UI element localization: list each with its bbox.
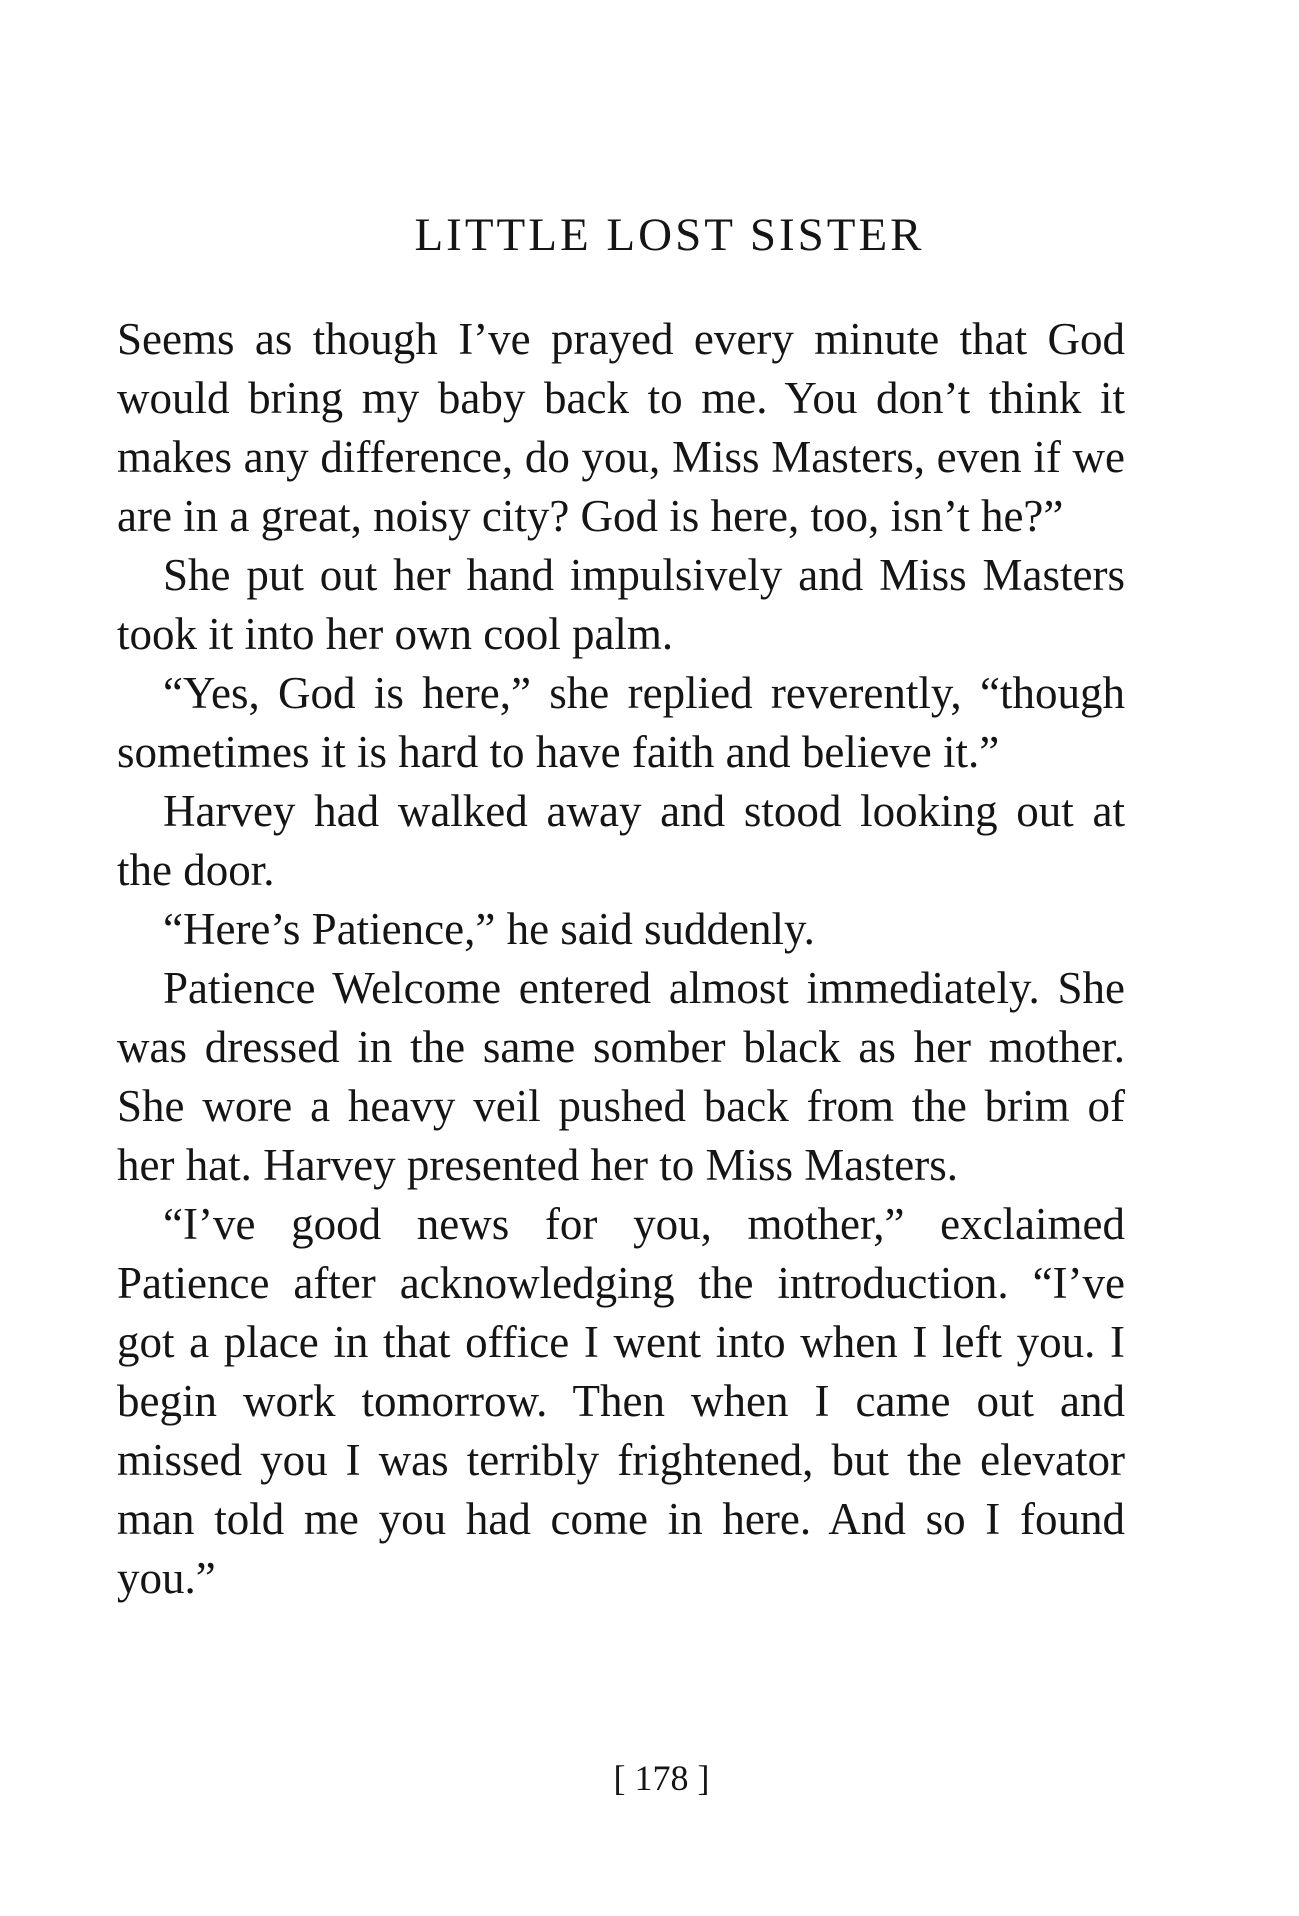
paragraph: Patience Welcome entered almost immediately. She was dressed in the same somber black as her mother. She wore a heavy veil pushed back from the brim of her hat. Harvey presented her to Miss Masters. [117, 963, 1125, 1190]
paragraph: “Yes, God is here,” she replied reverently, “though sometimes it is hard to have faith and believe it.” [117, 668, 1125, 777]
paragraph: She put out her hand impulsively and Miss Masters took it into her own cool palm. [117, 550, 1125, 659]
paragraph-continued: Seems as though I’ve prayed every minute that God would bring my baby back to me. You don’t think it makes any difference, do you, Miss Masters, even if we are in a great, noisy city? God is here, too, isn’t he?” [117, 314, 1125, 541]
body-text [117, 310, 1125, 1608]
paragraph: Harvey had walked away and stood looking out at the door. [117, 786, 1125, 895]
page-number: [ 178 ] [613, 1758, 710, 1798]
paragraph: “I’ve good news for you, mother,” exclaimed Patience after acknowledging the introduction. “I’ve got a place in that office I went into when I left you. I begin work tomorrow. Then when I came out and missed you I was terribly frightened, but the elevator man told me you had come in here. And so I found you.” [117, 1199, 1125, 1603]
paragraph: “Here’s Patience,” he said suddenly. [163, 904, 815, 954]
running-head: LITTLE LOST SISTER [414, 209, 925, 261]
